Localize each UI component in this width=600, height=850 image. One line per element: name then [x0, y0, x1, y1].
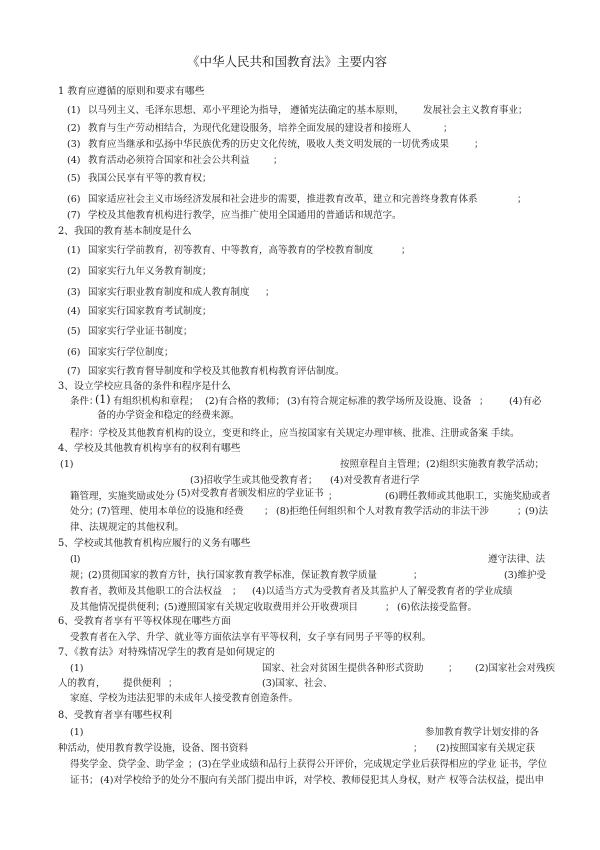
section-heading: 6、受教育者享有平等权体现在哪些方面 [58, 616, 231, 627]
list-item-number: (2) [67, 123, 81, 134]
list-item-text: 国家、社会对贫困生提供各种形式资助 [262, 663, 424, 674]
list-item-text: 得奖学金、贷学金、助学金 [70, 759, 185, 770]
body-text: 受教育者在入学、升学、就业等方面依法享有平等权利，女子享有同男子平等的权利。 [70, 632, 432, 643]
list-item-number: (1) [67, 245, 81, 256]
list-item-punct: ； [232, 586, 242, 597]
list-item-text: (3)国家、社会、 [262, 678, 333, 689]
list-item-text: (5)遵照国家有关规定收取费用并公开收费项目 [164, 602, 358, 613]
list-item-text: (3)招收学生或其他受教育者； [190, 475, 318, 486]
list-item-text: (3)有符合规定标准的教学场所及设施、设备 [287, 396, 472, 407]
list-item-number: (4) [67, 306, 81, 317]
list-item-text: 籍管理，实施奖励或处分 [70, 491, 175, 502]
list-item-text: (2)贯彻国家的教育方针，执行国家教育教学标准，保证教育教学质量 [88, 570, 377, 581]
list-item-number: (2) [67, 266, 81, 277]
list-item-text: 国家实行学前教育，初等教育、中等教育，高等教育的学校教育制度 [88, 245, 374, 256]
list-item-number: (4) [67, 155, 81, 166]
list-item-text: 及其他情况提供便利； [70, 602, 166, 613]
list-item-punct: ； [413, 743, 423, 754]
list-item-text: (4)有必 [509, 396, 542, 407]
conditions-label: 条件： [70, 396, 99, 407]
list-item-text: (6)聘任教师或其他职工，实施奖励或者 [385, 491, 551, 502]
list-item-text: 以马列主义、毛泽东思想、邓小平理论为指导， [88, 105, 288, 116]
section-heading: 8、受教育者享有哪些权利 [58, 710, 172, 721]
list-item-text: 人的教育， [58, 678, 106, 689]
list-item-text: (2)国家社会对残疾 [475, 663, 555, 674]
list-item-punct: ； [168, 678, 178, 689]
procedure-text: 程序：学校及其他教育机构的设立，变更和终止，应当按国家有关规定办理审核、批准、注册或备案 手续。 [70, 428, 520, 439]
list-item-punct: ； [479, 396, 489, 407]
list-item-number: (l) [70, 554, 81, 565]
list-item-text: 处分； [70, 506, 99, 517]
list-item-punct: ； [517, 506, 527, 517]
list-item-text: 规； [70, 570, 90, 581]
list-item-text: (4)对学校给予的处分不服向有关部门提出申诉，对学校、教师侵犯其人身权，财产 权等合法权益，提出申 [100, 775, 544, 786]
list-item-number: (1) [95, 393, 111, 406]
list-item-punct: ； [517, 194, 527, 205]
section-heading: 4、学校及其他教育机构享有的权利有哪些 [58, 443, 241, 454]
list-item-text: 律、法规规定的其他权利。 [70, 522, 185, 533]
list-item-text: (4)以适当方式为受教育者及其监护人了解受教育者的学业成绩 [252, 586, 513, 597]
list-item-number: (1) [67, 105, 81, 116]
list-item-text: 提供便利 [123, 678, 162, 689]
list-item-number: (3) [67, 287, 81, 298]
list-item-text: 证书； [70, 775, 99, 786]
list-item-text: (8)拒绝任何组织和个人对教育教学活动的非法干涉 [276, 506, 489, 517]
list-item-punct: ； [188, 759, 198, 770]
list-item-text: 国家实行学位制度； [88, 347, 174, 358]
list-item-number: (1) [70, 663, 84, 674]
list-item-text: (2)组织实施教育教学活动； [426, 459, 544, 470]
section-heading: 7、《教育法》对特殊情况学生的教育是如何规定的 [58, 647, 275, 658]
section-heading: 3、设立学校应具备的条件和程序是什么 [58, 381, 231, 392]
list-item-text: 教育与生产劳动相结合，为现代化建设服务，培养全面发展的建设者和接班人 [88, 123, 412, 134]
list-item-text: (4)对受教育者进行学 [330, 475, 420, 486]
list-item-punct: ； [273, 155, 283, 166]
list-item-text: 国家实行国家教育考试制度； [88, 306, 212, 317]
list-item-text: (3)维护受 [504, 570, 546, 581]
list-item-text: (3)在学业成绩和品行上获得公开评价，完成规定学业后获得相应的学业 证书，学位 [198, 759, 547, 770]
list-item-text: 教育者，教师及其他职工的合法权益 [70, 586, 223, 597]
list-item-text: (2)有合格的教师； [205, 396, 285, 407]
list-item-text: (2)按照国家有关规定获 [436, 743, 535, 754]
list-item-number: (5) [67, 326, 81, 337]
section-heading: 2、我国的教育基本制度是什么 [58, 226, 192, 237]
list-item-text: 教育应当继承和弘扬中华民族优秀的历史文化传统，吸收人类文明发展的一切优秀成果 [88, 139, 450, 150]
list-item-text: 备的办学资金和稳定的经费来源。 [97, 410, 240, 421]
list-item-text: 我国公民享有平等的教育权； [88, 173, 212, 184]
list-item-text: (5)对受教育者颁发相应的学业证书 [177, 488, 324, 499]
list-item-text: 按照章程自主管理； [340, 459, 426, 470]
section-heading: 1 教育应遵循的原则和要求有哪些 [58, 86, 205, 97]
list-item-text: 学校及其他教育机构进行教学，应当推广使用全国通用的普通话和规范字。 [88, 210, 402, 221]
list-item-text: (7)管理、使用本单位的设施和经费 [97, 506, 244, 517]
list-item-text: 国家实行职业教育制度和成人教育制度 [88, 287, 250, 298]
list-item-text: 遵循宪法确定的基本原则， [290, 105, 405, 116]
list-item-text: 有组织机构和章程； [113, 396, 199, 407]
list-item-punct: ； [401, 245, 411, 256]
list-item-text: 国家适应社会主义市场经济发展和社会进步的需要，推进教育改革，建立和完善终身教育体系 [88, 194, 478, 205]
list-item-punct: ； [328, 491, 338, 502]
section-heading: 5、学校或其他教育机构应履行的义务有哪些 [58, 538, 251, 549]
list-item-number: (6) [67, 347, 81, 358]
list-item-punct: ； [474, 139, 484, 150]
list-item-text: (9)法 [525, 506, 548, 517]
list-item-punct: ； [413, 570, 423, 581]
list-item-text: 教育活动必须符合国家和社会公共利益 [88, 155, 250, 166]
list-item-punct: ； [448, 663, 458, 674]
list-item-text: 种活动，使用教育教学设施，设备、图书资料 [58, 743, 249, 754]
document-title: 《中华人民共和国教育法》主要内容 [187, 54, 388, 69]
list-item-punct: ； [443, 123, 453, 134]
list-item-number: (3) [67, 139, 81, 150]
list-item-number: (1) [60, 459, 74, 470]
list-item-punct: ； [264, 506, 274, 517]
list-item-text: 发展社会主义教育事业； [423, 105, 528, 116]
list-item-number: (6) [67, 194, 81, 205]
list-item-punct: ； [265, 287, 275, 298]
list-item-text: 国家实行教育督导制度和学校及其他教育机构教育评估制度。 [88, 366, 345, 377]
list-item-text: 家庭、学校为违法犯罪的未成年人接受教育创造条件。 [70, 693, 299, 704]
list-item-text: 国家实行九年义务教育制度； [88, 266, 212, 277]
list-item-text: (6)依法接受监督。 [397, 602, 477, 613]
list-item-number: (7) [67, 210, 81, 221]
list-item-text: 参加教育教学计划安排的各 [425, 727, 540, 738]
list-item-text: 遵守法律、法 [488, 554, 546, 565]
list-item-number: (7) [67, 366, 81, 377]
list-item-text: 国家实行学业证书制度； [88, 326, 193, 337]
list-item-number: (5) [67, 173, 81, 184]
list-item-punct: ； [385, 602, 395, 613]
list-item-number: (1) [70, 727, 84, 738]
